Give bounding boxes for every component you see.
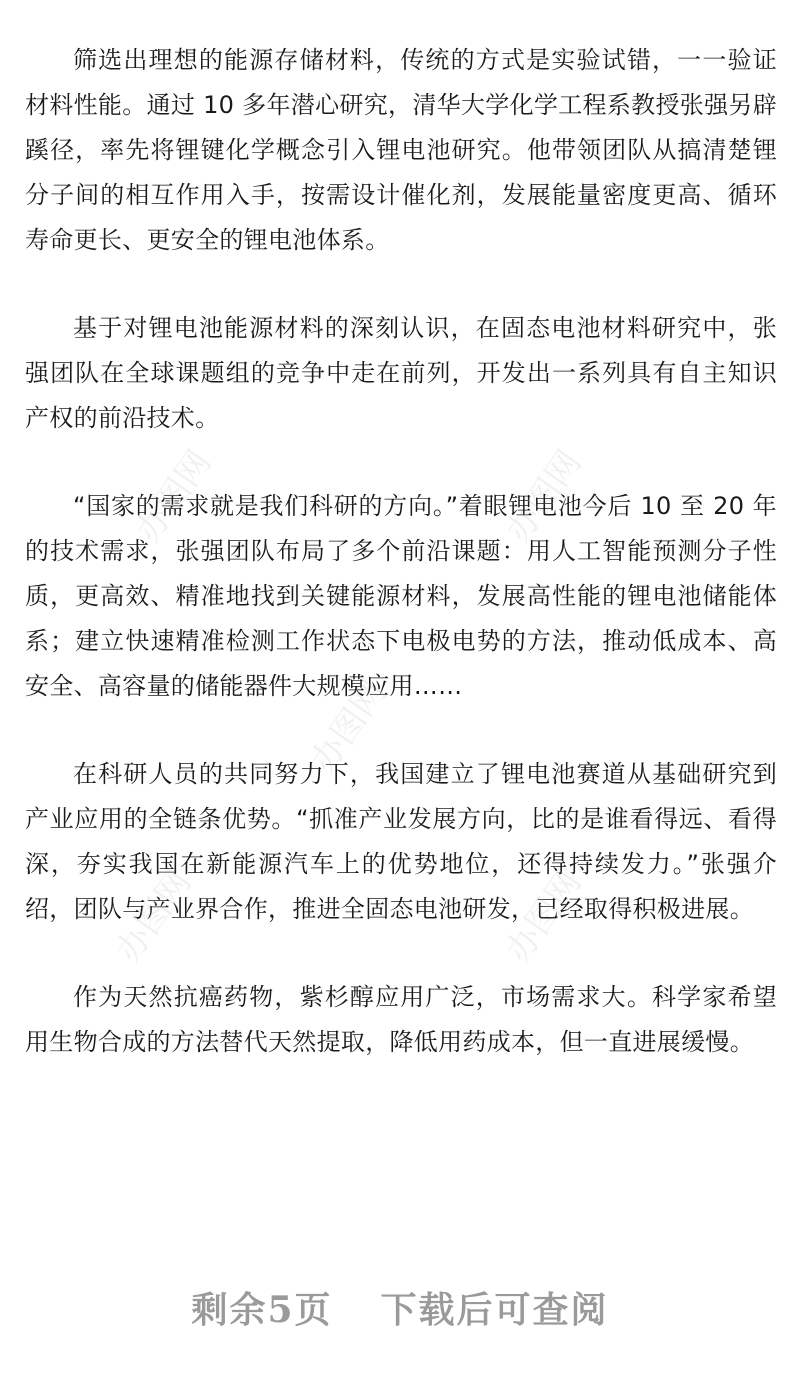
remaining-pages-label: 剩余5页 [191,1289,333,1331]
download-prompt[interactable] [0,1282,800,1333]
watermark: 办图网 [128,443,220,550]
paragraph: 基于对锂电池能源材料的深刻认识，在固态电池材料研究中，张强团队在全球课题组的竞争中走在前列，开发出一系列具有自主知识产权的前沿技术。 [25,314,777,432]
watermark: 办图网 [498,863,590,970]
paragraph: 筛选出理想的能源存储材料，传统的方式是实验试错，一一验证材料性能。通过 10 多年潜心研究，清华大学化学工程系教授张强另辟蹊径，率先将锂键化学概念引入锂电池研究。他带领团队从搞清楚锂分子间的相互作用入手，按需设计催化剂，发展能量密度更高、循环寿命更长、更安全的锂电池体系。 [25,46,777,254]
article-body [25,38,777,1108]
paragraph: 在科研人员的共同努力下，我国建立了锂电池赛道从基础研究到产业应用的全链条优势。“抓准产业发展方向，比的是谁看得远、看得深，夯实我国在新能源汽车上的优势地位，还得持续发力。”张强介绍，团队与产业界合作，推进全固态电池研发，已经取得积极进展。 [25,760,777,923]
download-hint-label: 下载后可查阅 [380,1289,609,1331]
paragraph: 作为天然抗癌药物，紫杉醇应用广泛，市场需求大。科学家希望用生物合成的方法替代天然提取，降低用药成本，但一直进展缓慢。 [25,983,777,1056]
watermark: 办图网 [108,863,200,970]
watermark: 办图网 [303,673,395,780]
paragraph: “国家的需求就是我们科研的方向。”着眼锂电池今后 10 至 20 年的技术需求，张强团队布局了多个前沿课题：用人工智能预测分子性质，更高效、精准地找到关键能源材料，发展高性能的锂电池储能体系；建立快速精准检测工作状态下电极电势的方法，推动低成本、高安全、高容量的储能器件大规模应用…… [25,492,777,700]
watermark: 办图网 [498,443,590,550]
